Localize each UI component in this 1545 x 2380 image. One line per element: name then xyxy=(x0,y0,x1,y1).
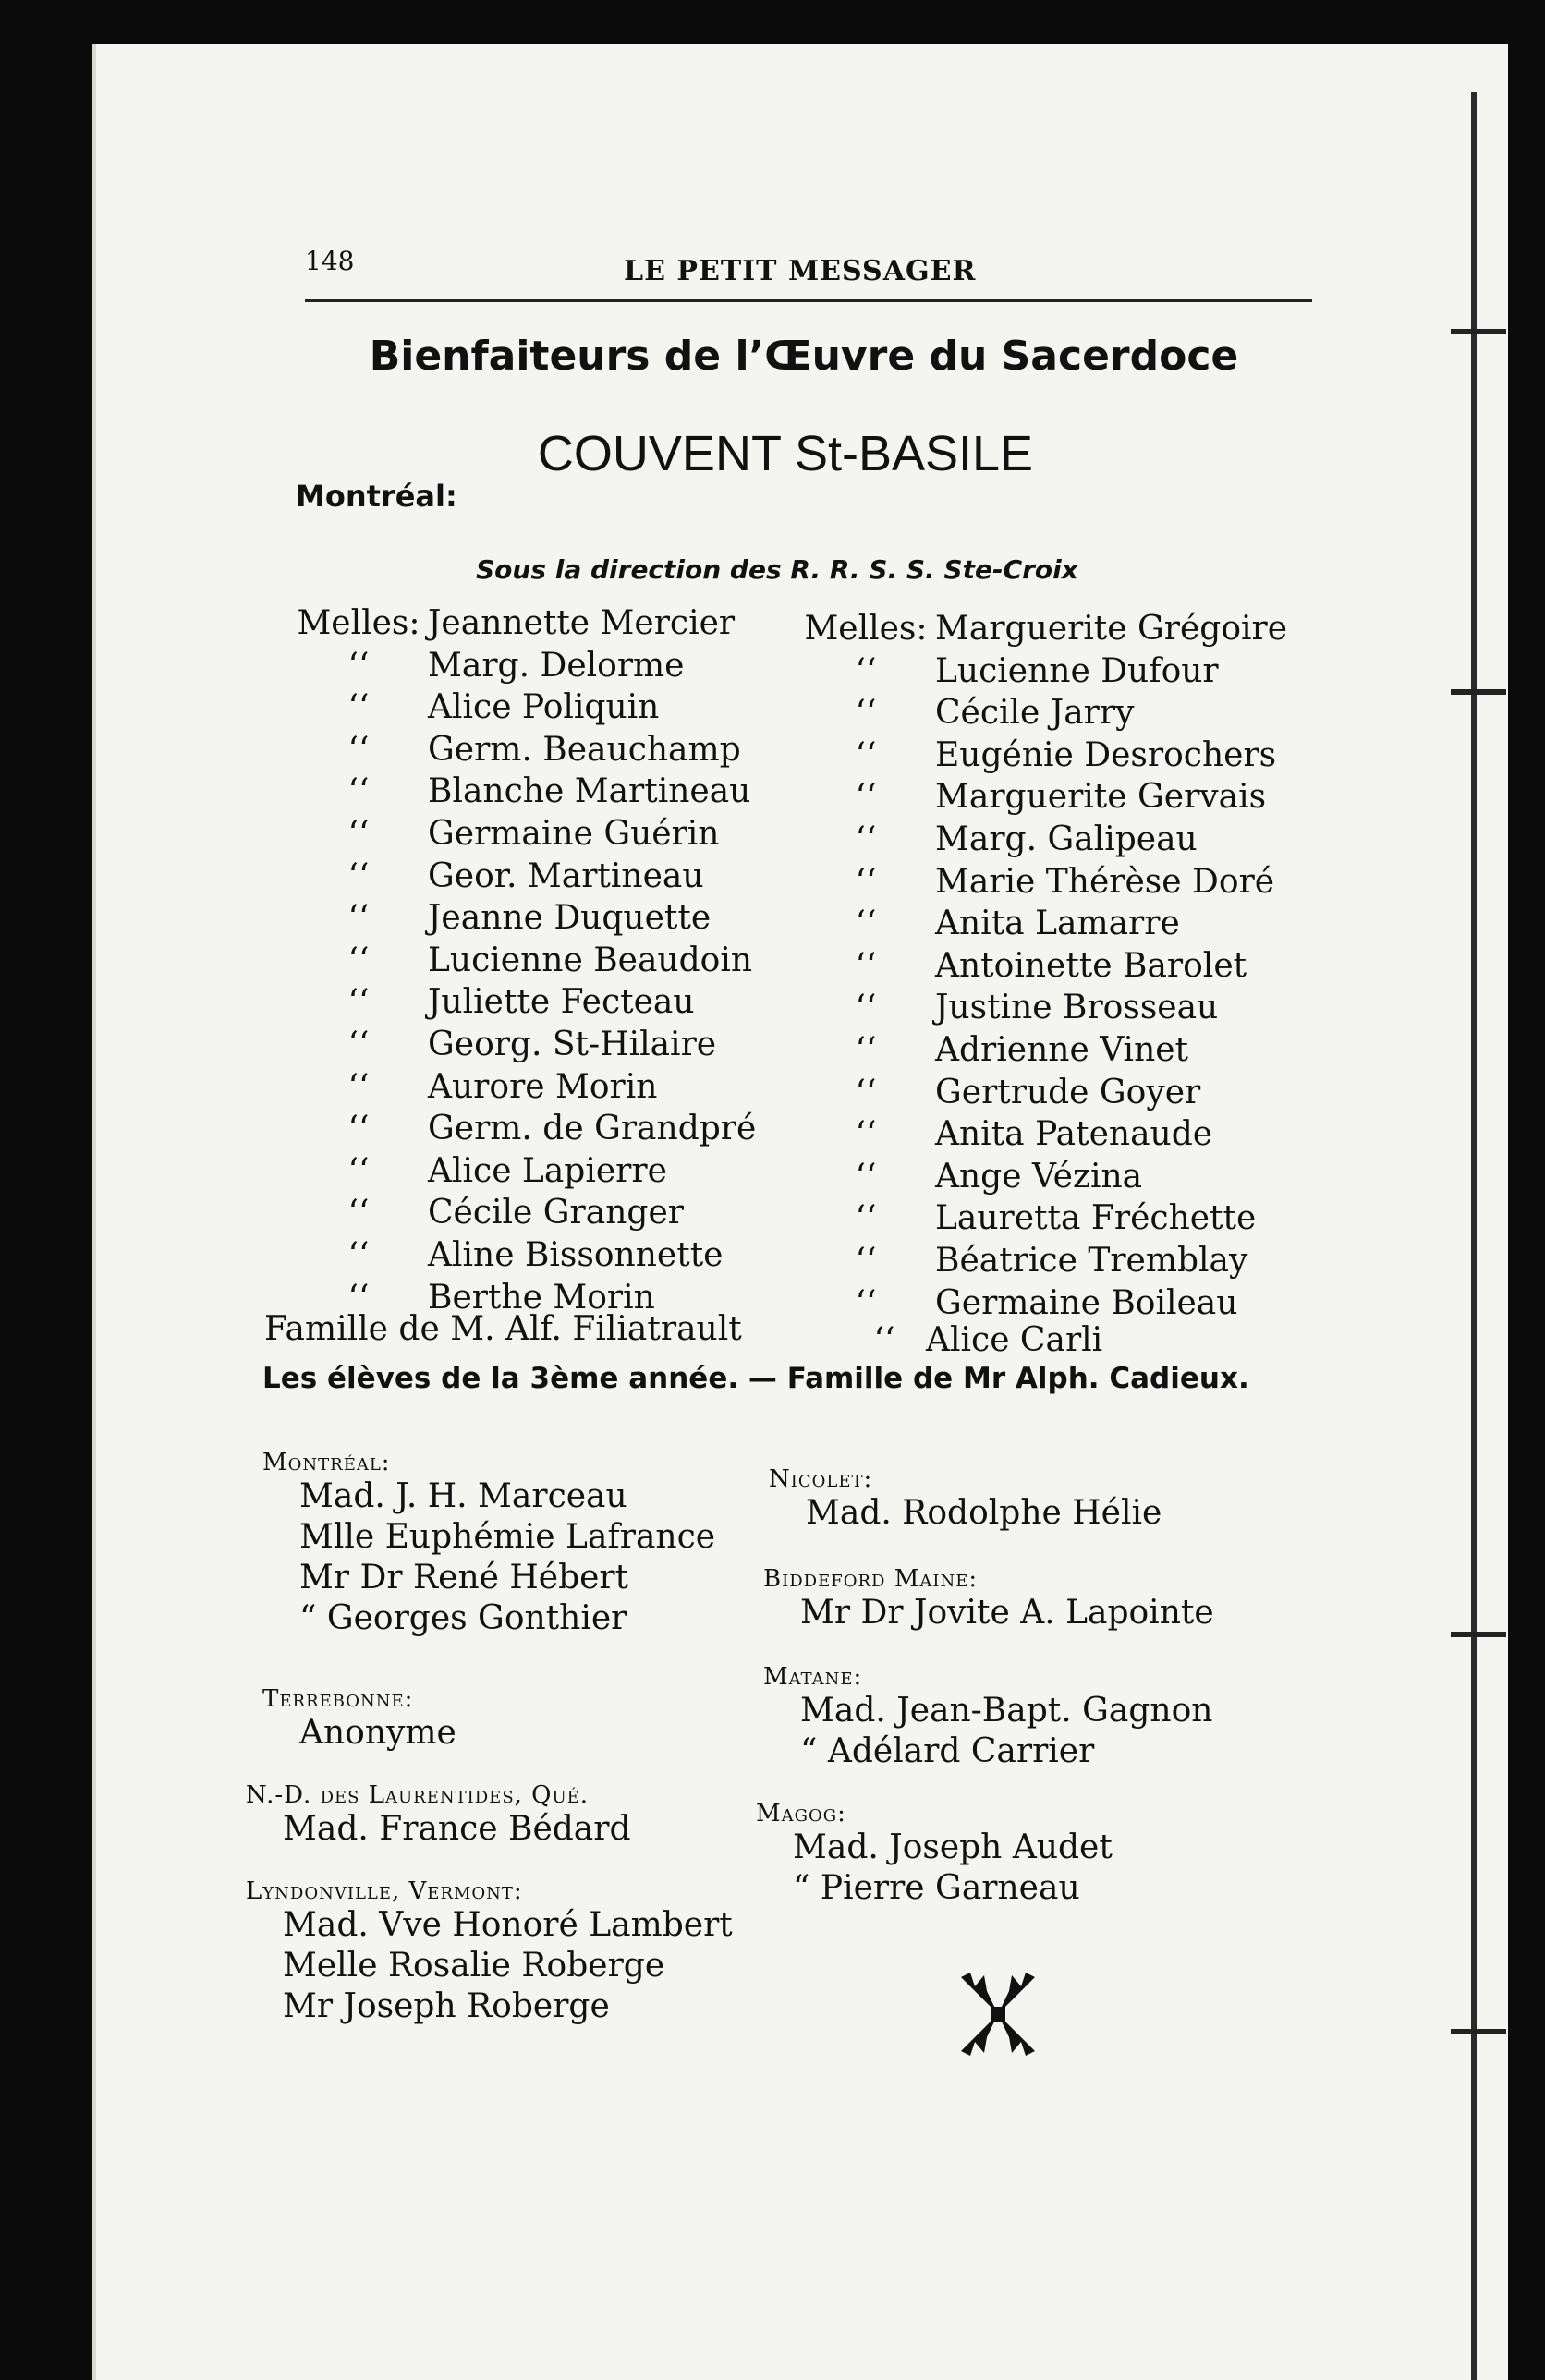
row-prefix: ‘‘ xyxy=(855,1157,877,1196)
row-name: Germ. de Grandpré xyxy=(428,1110,757,1148)
name-row xyxy=(797,861,1287,904)
name-row xyxy=(797,945,1287,988)
section-entry: Mad. Jean-Bapt. Gagnon xyxy=(800,1692,1213,1730)
name-row xyxy=(289,856,756,898)
row-name: Cécile Jarry xyxy=(935,694,1135,733)
row-name: Marie Thérèse Doré xyxy=(935,862,1275,901)
name-row xyxy=(289,1024,756,1066)
name-row xyxy=(289,1066,756,1109)
name-row xyxy=(797,1113,1287,1156)
row-prefix: ‘‘ xyxy=(347,1278,370,1317)
page-binding-edge xyxy=(1471,92,1477,2380)
section-title: Lyndonville, Vermont: xyxy=(246,1877,523,1905)
row-prefix: ‘‘ xyxy=(347,1110,370,1148)
name-row xyxy=(797,1029,1287,1072)
name-row xyxy=(797,819,1287,861)
row-prefix: ‘‘ xyxy=(347,1025,370,1063)
section-entry: Melle Rosalie Roberge xyxy=(283,1947,665,1985)
row-prefix: ‘‘ xyxy=(855,735,877,774)
row-name: Geor. Martineau xyxy=(428,856,704,895)
row-name: Alice Poliquin xyxy=(428,688,660,727)
name-row xyxy=(289,897,756,940)
row-prefix: ‘‘ xyxy=(855,905,877,943)
section-entry: Mad. Rodolphe Hélie xyxy=(806,1494,1162,1532)
row-prefix: ‘‘ xyxy=(347,646,370,685)
section-entry: Mr Dr René Hébert xyxy=(299,1559,629,1597)
section-entry: Mlle Euphémie Lafrance xyxy=(299,1518,716,1556)
section-title: Magog: xyxy=(756,1800,846,1828)
section-right-0 xyxy=(769,1465,1162,1534)
row-name: Blanche Martineau xyxy=(428,772,751,811)
name-row xyxy=(289,1234,756,1277)
name-row xyxy=(797,776,1287,819)
name-row xyxy=(797,1072,1287,1114)
row-prefix: ‘‘ xyxy=(347,772,370,811)
row-prefix: ‘‘ xyxy=(347,1194,370,1232)
row-prefix: Melles: xyxy=(297,604,420,642)
section-left-2 xyxy=(246,1781,631,1850)
entry-name: Alice Carli xyxy=(926,1321,1103,1359)
row-name: Alice Lapierre xyxy=(428,1151,667,1190)
name-row xyxy=(289,771,756,813)
row-name: Antoinette Barolet xyxy=(935,946,1247,985)
section-left-3 xyxy=(246,1877,733,2027)
name-row xyxy=(797,1197,1287,1240)
name-row xyxy=(289,940,756,982)
row-prefix: ‘‘ xyxy=(855,1115,877,1154)
page-number: 148 xyxy=(305,246,355,276)
section-entry: “ Pierre Garneau xyxy=(793,1869,1080,1907)
section-title: Matane: xyxy=(763,1663,863,1691)
row-name: Lucienne Beaudoin xyxy=(428,941,753,979)
name-row xyxy=(289,981,756,1024)
name-row xyxy=(289,813,756,856)
floral-ornament-icon xyxy=(943,1959,1053,2070)
section-left-1 xyxy=(262,1685,456,1754)
row-prefix: ‘‘ xyxy=(855,1073,877,1111)
row-name: Germ. Beauchamp xyxy=(428,730,741,769)
row-name: Anita Lamarre xyxy=(935,905,1180,943)
row-prefix: ‘‘ xyxy=(347,899,370,938)
name-row xyxy=(289,645,756,687)
binding-mark xyxy=(1451,329,1506,334)
section-entry: Mad. Joseph Audet xyxy=(793,1828,1113,1866)
name-row xyxy=(797,1156,1287,1198)
row-name: Marg. Delorme xyxy=(428,646,685,685)
name-row xyxy=(797,987,1287,1029)
city-heading: Montréal: xyxy=(296,479,457,514)
row-name: Marg. Galipeau xyxy=(935,820,1198,858)
row-name: Georg. St-Hilaire xyxy=(428,1025,717,1063)
binding-mark xyxy=(1451,2029,1506,2034)
row-name: Cécile Granger xyxy=(428,1194,684,1232)
ditto-mark: ‘‘ xyxy=(873,1321,895,1359)
section-entry: Mad. J. H. Marceau xyxy=(299,1477,627,1515)
section-right-3 xyxy=(756,1800,1113,1909)
row-prefix: ‘‘ xyxy=(855,778,877,817)
row-prefix: ‘‘ xyxy=(855,989,877,1027)
row-prefix: ‘‘ xyxy=(855,1283,877,1322)
name-row xyxy=(797,1240,1287,1282)
row-name: Marguerite Gervais xyxy=(935,778,1267,817)
row-prefix: ‘‘ xyxy=(347,1151,370,1190)
row-name: Ange Vézina xyxy=(935,1157,1143,1196)
row-prefix: ‘‘ xyxy=(855,1241,877,1280)
name-row xyxy=(797,650,1287,693)
section-entry: Mr Joseph Roberge xyxy=(283,1987,610,2025)
section-entry: Mr Dr Jovite A. Lapointe xyxy=(800,1594,1214,1632)
section-title: Biddeford Maine: xyxy=(763,1565,979,1593)
section-title: N.-D. des Laurentides, Qué. xyxy=(246,1781,590,1809)
section-title: Montréal: xyxy=(262,1449,391,1476)
row-prefix: ‘‘ xyxy=(347,941,370,979)
row-prefix: Melles: xyxy=(804,610,928,648)
famille-line: Famille de M. Alf. Filiatrault xyxy=(264,1310,742,1348)
name-row xyxy=(289,1108,756,1150)
row-name: Anita Patenaude xyxy=(935,1115,1213,1154)
name-row xyxy=(797,608,1287,650)
section-left-0 xyxy=(262,1449,715,1639)
binding-mark xyxy=(1451,689,1506,695)
name-row xyxy=(289,602,756,645)
name-row xyxy=(289,1192,756,1234)
name-row xyxy=(289,1150,756,1193)
binding-mark xyxy=(1451,1632,1506,1637)
section-entry: “ Adélard Carrier xyxy=(800,1732,1095,1770)
row-name: Gertrude Goyer xyxy=(935,1073,1201,1111)
name-row xyxy=(289,686,756,729)
row-name: Eugénie Desrochers xyxy=(935,735,1277,774)
row-prefix: ‘‘ xyxy=(855,1199,877,1238)
row-prefix: ‘‘ xyxy=(855,946,877,985)
row-name: Béatrice Tremblay xyxy=(935,1241,1248,1280)
row-prefix: ‘‘ xyxy=(855,820,877,858)
section-entry: Anonyme xyxy=(299,1714,456,1752)
row-prefix: ‘‘ xyxy=(347,814,370,853)
running-title: LE PETIT MESSAGER xyxy=(624,255,977,287)
row-name: Lucienne Dufour xyxy=(935,651,1219,690)
row-name: Berthe Morin xyxy=(428,1278,655,1317)
name-row xyxy=(289,729,756,771)
section-title: Terrebonne: xyxy=(262,1685,414,1713)
row-name: Adrienne Vinet xyxy=(935,1030,1189,1069)
row-prefix: ‘‘ xyxy=(855,694,877,733)
right-name-column xyxy=(797,608,1287,1324)
row-prefix: ‘‘ xyxy=(347,730,370,769)
row-prefix: ‘‘ xyxy=(855,651,877,690)
row-name: Juliette Fecteau xyxy=(428,983,695,1022)
row-prefix: ‘‘ xyxy=(855,1030,877,1069)
row-name: Lauretta Fréchette xyxy=(935,1199,1257,1238)
section-right-2 xyxy=(763,1663,1212,1772)
row-name: Germaine Guérin xyxy=(428,814,720,853)
page-title: Bienfaiteurs de l’Œuvre du Sacerdoce xyxy=(369,333,1239,380)
bold-donor-line: Les élèves de la 3ème année. — Famille de Mr Alph. Cadieux. xyxy=(262,1362,1249,1395)
row-name: Jeanne Duquette xyxy=(428,899,712,938)
row-prefix: ‘‘ xyxy=(347,688,370,727)
name-row xyxy=(797,735,1287,777)
section-entry: Mad. Vve Honoré Lambert xyxy=(283,1906,733,1944)
row-name: Marguerite Grégoire xyxy=(935,610,1288,648)
row-name: Germaine Boileau xyxy=(935,1283,1238,1322)
page-subtitle: COUVENT St-BASILE xyxy=(537,426,1034,481)
page-header xyxy=(305,238,1312,294)
row-name: Aline Bissonnette xyxy=(428,1235,724,1274)
row-name: Aurore Morin xyxy=(428,1067,658,1106)
section-title: Nicolet: xyxy=(769,1465,873,1493)
direction-note: Sous la direction des R. R. S. S. Ste-Croix xyxy=(476,554,1078,585)
row-name: Justine Brosseau xyxy=(935,989,1219,1027)
name-row xyxy=(797,903,1287,945)
section-entry: Mad. France Bédard xyxy=(283,1810,631,1848)
section-right-1 xyxy=(763,1565,1214,1633)
row-name: Jeannette Mercier xyxy=(428,604,736,642)
section-entry: “ Georges Gonthier xyxy=(299,1599,627,1637)
name-row xyxy=(797,692,1287,735)
row-prefix: ‘‘ xyxy=(855,862,877,901)
row-prefix: ‘‘ xyxy=(347,983,370,1022)
header-rule xyxy=(305,299,1312,302)
row-prefix: ‘‘ xyxy=(347,1235,370,1274)
row-prefix: ‘‘ xyxy=(347,856,370,895)
left-name-column xyxy=(289,602,756,1318)
name-row xyxy=(797,1282,1287,1325)
row-prefix: ‘‘ xyxy=(347,1067,370,1106)
right-last-entry xyxy=(843,1321,1102,1359)
